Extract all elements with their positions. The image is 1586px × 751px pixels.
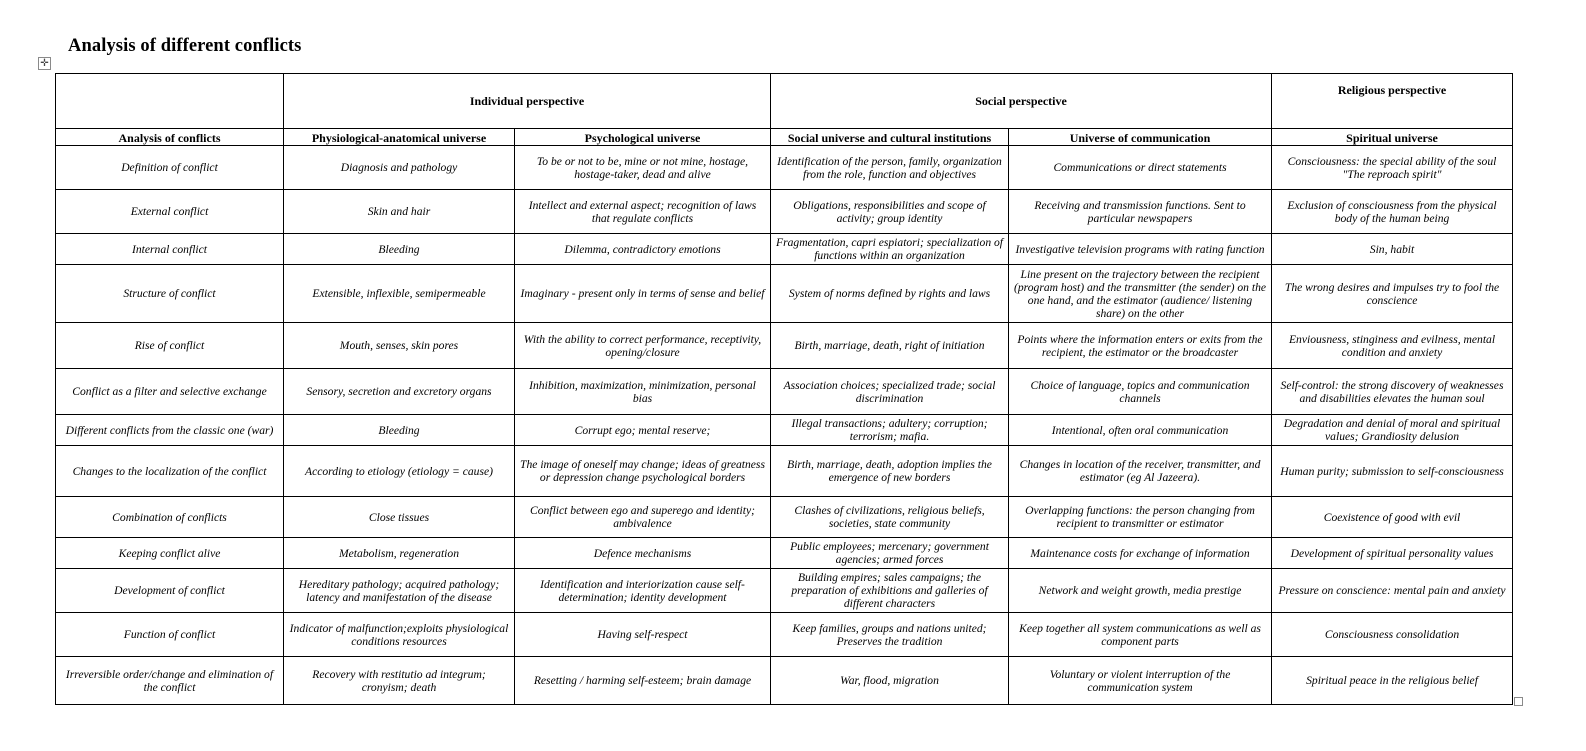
group-header-empty	[56, 74, 284, 129]
table-cell: Intellect and external aspect; recognition of laws that regulate conflicts	[515, 190, 771, 234]
table-cell: Public employees; mercenary; government agencies; armed forces	[771, 538, 1009, 569]
table-cell: Resetting / harming self-esteem; brain damage	[515, 657, 771, 705]
column-header: Psychological universe	[515, 129, 771, 146]
table-row	[56, 323, 1513, 369]
table-cell: Association choices; specialized trade; social discrimination	[771, 369, 1009, 415]
table-cell: Line present on the trajectory between the recipient (program host) and the transmitter (the sender) on the one hand, and the estimator (audience/ listening share) on the other	[1009, 265, 1272, 323]
conflicts-table	[55, 73, 1513, 705]
row-label-cell: Conflict as a filter and selective exchange	[56, 369, 284, 415]
table-cell: The image of oneself may change; ideas of greatness or depression change psychological borders	[515, 446, 771, 497]
table-cell: Degradation and denial of moral and spiritual values; Grandiosity delusion	[1272, 415, 1513, 446]
table-cell: Self-control: the strong discovery of weaknesses and disabilities elevates the human soul	[1272, 369, 1513, 415]
row-label-cell: Keeping conflict alive	[56, 538, 284, 569]
row-label-cell: Different conflicts from the classic one (war)	[56, 415, 284, 446]
column-header: Universe of communication	[1009, 129, 1272, 146]
row-label-cell: Changes to the localization of the conflict	[56, 446, 284, 497]
table-cell: Bleeding	[284, 234, 515, 265]
column-header: Spiritual universe	[1272, 129, 1513, 146]
table-cell: Obligations, responsibilities and scope of activity; group identity	[771, 190, 1009, 234]
table-cell: Communications or direct statements	[1009, 146, 1272, 190]
table-cell: Defence mechanisms	[515, 538, 771, 569]
table-row	[56, 497, 1513, 538]
table-cell: Changes in location of the receiver, transmitter, and estimator (eg Al Jazeera).	[1009, 446, 1272, 497]
table-row	[56, 657, 1513, 705]
table-cell: Spiritual peace in the religious belief	[1272, 657, 1513, 705]
table-cell: Metabolism, regeneration	[284, 538, 515, 569]
table-cell: Exclusion of consciousness from the physical body of the human being	[1272, 190, 1513, 234]
row-label-cell: Combination of conflicts	[56, 497, 284, 538]
column-header: Analysis of conflicts	[56, 129, 284, 146]
row-label-cell: Rise of conflict	[56, 323, 284, 369]
table-cell: Keep families, groups and nations united; Preserves the tradition	[771, 613, 1009, 657]
table-cell: Consciousness consolidation	[1272, 613, 1513, 657]
column-header-row	[56, 129, 1513, 146]
group-header-religious: Religious perspective	[1272, 74, 1513, 129]
table-row	[56, 265, 1513, 323]
table-cell: Hereditary pathology; acquired pathology; latency and manifestation of the disease	[284, 569, 515, 613]
table-cell: Extensible, inflexible, semipermeable	[284, 265, 515, 323]
table-cell: Network and weight growth, media prestige	[1009, 569, 1272, 613]
table-cell: Dilemma, contradictory emotions	[515, 234, 771, 265]
table-cell: Imaginary - present only in terms of sense and belief	[515, 265, 771, 323]
table-cell: Keep together all system communications as well as component parts	[1009, 613, 1272, 657]
table-row	[56, 415, 1513, 446]
table-cell: Indicator of malfunction;exploits physiological conditions resources	[284, 613, 515, 657]
table-cell: Investigative television programs with rating function	[1009, 234, 1272, 265]
table-cell: Mouth, senses, skin pores	[284, 323, 515, 369]
table-cell: Identification of the person, family, organization from the role, function and objectives	[771, 146, 1009, 190]
table-row	[56, 613, 1513, 657]
table-cell: Skin and hair	[284, 190, 515, 234]
row-label-cell: Structure of conflict	[56, 265, 284, 323]
row-label-cell: External conflict	[56, 190, 284, 234]
table-row	[56, 569, 1513, 613]
table-cell: Sin, habit	[1272, 234, 1513, 265]
row-label-cell: Function of conflict	[56, 613, 284, 657]
table-cell: Human purity; submission to self-consciousness	[1272, 446, 1513, 497]
table-cell: Diagnosis and pathology	[284, 146, 515, 190]
table-cell: Recovery with restitutio ad integrum; cronyism; death	[284, 657, 515, 705]
table-cell: Having self-respect	[515, 613, 771, 657]
table-cell: According to etiology (etiology = cause)	[284, 446, 515, 497]
table-row	[56, 190, 1513, 234]
table-cell: Inhibition, maximization, minimization, personal bias	[515, 369, 771, 415]
row-label-cell: Development of conflict	[56, 569, 284, 613]
column-header: Social universe and cultural institutions	[771, 129, 1009, 146]
table-cell: To be or not to be, mine or not mine, hostage, hostage-taker, dead and alive	[515, 146, 771, 190]
table-cell: Development of spiritual personality values	[1272, 538, 1513, 569]
table-cell: Overlapping functions: the person changing from recipient to transmitter or estimator	[1009, 497, 1272, 538]
table-row	[56, 538, 1513, 569]
table-row	[56, 369, 1513, 415]
row-label-cell: Irreversible order/change and elimination of the conflict	[56, 657, 284, 705]
table-cell: Maintenance costs for exchange of information	[1009, 538, 1272, 569]
column-header: Physiological-anatomical universe	[284, 129, 515, 146]
group-header-social: Social perspective	[771, 74, 1272, 129]
table-cell: Intentional, often oral communication	[1009, 415, 1272, 446]
table-cell: Illegal transactions; adultery; corruption; terrorism; mafia.	[771, 415, 1009, 446]
table-cell: Corrupt ego; mental reserve;	[515, 415, 771, 446]
table-row	[56, 446, 1513, 497]
table-cell: Fragmentation, capri espiatori; specialization of functions within an organization	[771, 234, 1009, 265]
table-cell: Identification and interiorization cause self-determination; identity development	[515, 569, 771, 613]
table-cell: Points where the information enters or exits from the recipient, the estimator or the broadcaster	[1009, 323, 1272, 369]
table-cell: Building empires; sales campaigns; the preparation of exhibitions and galleries of different characters	[771, 569, 1009, 613]
resize-handle-icon[interactable]	[1514, 697, 1523, 706]
table-cell: Bleeding	[284, 415, 515, 446]
table-cell: Conflict between ego and superego and identity; ambivalence	[515, 497, 771, 538]
table-cell: Coexistence of good with evil	[1272, 497, 1513, 538]
table-cell: The wrong desires and impulses try to fool the conscience	[1272, 265, 1513, 323]
table-cell: System of norms defined by rights and laws	[771, 265, 1009, 323]
document-title: Analysis of different conflicts	[68, 36, 302, 56]
table-cell: Close tissues	[284, 497, 515, 538]
table-body	[56, 146, 1513, 705]
row-label-cell: Internal conflict	[56, 234, 284, 265]
table-cell: War, flood, migration	[771, 657, 1009, 705]
table-row	[56, 146, 1513, 190]
table-cell: Clashes of civilizations, religious beliefs, societies, state community	[771, 497, 1009, 538]
table-cell: Sensory, secretion and excretory organs	[284, 369, 515, 415]
table-cell: Receiving and transmission functions. Sent to particular newspapers	[1009, 190, 1272, 234]
table-cell: Pressure on conscience: mental pain and anxiety	[1272, 569, 1513, 613]
move-icon[interactable]: ✛	[38, 57, 51, 70]
table-cell: Enviousness, stinginess and evilness, mental condition and anxiety	[1272, 323, 1513, 369]
table-cell: Birth, marriage, death, right of initiation	[771, 323, 1009, 369]
table-cell: Consciousness: the special ability of the soul "The reproach spirit"	[1272, 146, 1513, 190]
table-row	[56, 234, 1513, 265]
table-cell: Choice of language, topics and communication channels	[1009, 369, 1272, 415]
group-header-row	[56, 74, 1513, 129]
table-cell: With the ability to correct performance, receptivity, opening/closure	[515, 323, 771, 369]
table-cell: Birth, marriage, death, adoption implies the emergence of new borders	[771, 446, 1009, 497]
group-header-individual: Individual perspective	[284, 74, 771, 129]
row-label-cell: Definition of conflict	[56, 146, 284, 190]
table-cell: Voluntary or violent interruption of the communication system	[1009, 657, 1272, 705]
